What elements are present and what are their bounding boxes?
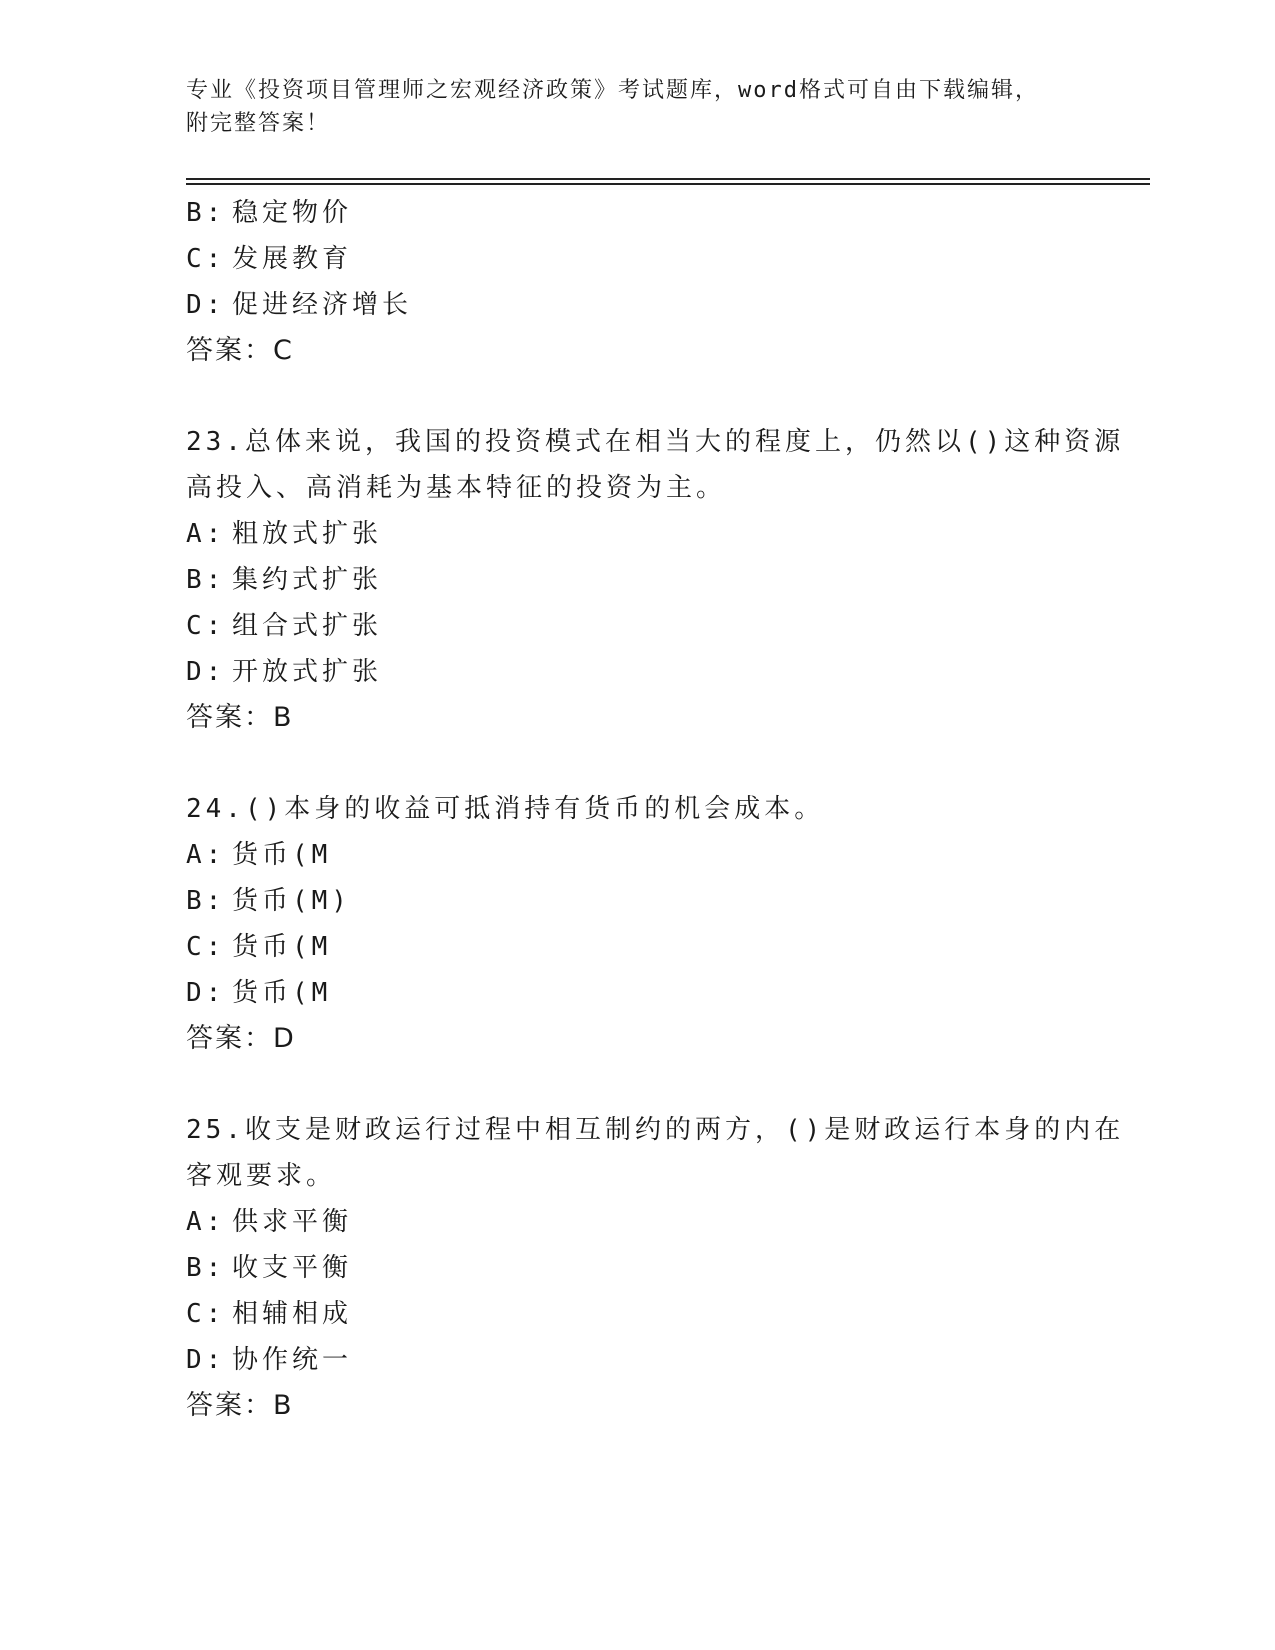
option-letter: B: bbox=[186, 886, 226, 916]
option-text: 促进经济增长 bbox=[232, 290, 413, 320]
option-letter: A: bbox=[186, 519, 226, 549]
option-c bbox=[186, 236, 1086, 282]
option-text: 货币(M bbox=[232, 840, 332, 870]
option-text: 发展教育 bbox=[232, 244, 353, 274]
option-letter: C: bbox=[186, 932, 226, 962]
option-b bbox=[186, 557, 1086, 603]
header-line-1: 专业《投资项目管理师之宏观经济政策》考试题库，word格式可自由下载编辑， bbox=[186, 78, 1039, 103]
question-block-23 bbox=[186, 419, 1125, 741]
spacer bbox=[186, 374, 1086, 419]
option-text: 供求平衡 bbox=[232, 1207, 353, 1237]
option-letter: A: bbox=[186, 840, 226, 870]
option-a bbox=[186, 1199, 1086, 1245]
option-c bbox=[186, 1291, 1086, 1337]
question-text-line: 24.()本身的收益可抵消持有货币的机会成本。 bbox=[186, 794, 825, 824]
option-letter: B: bbox=[186, 1253, 226, 1283]
option-text: 收支平衡 bbox=[232, 1253, 353, 1283]
option-letter: B: bbox=[186, 565, 226, 595]
option-text: 稳定物价 bbox=[232, 198, 353, 228]
option-b bbox=[186, 1245, 1086, 1291]
option-text: 开放式扩张 bbox=[232, 657, 383, 687]
option-text: 货币(M bbox=[232, 932, 332, 962]
question-text-line: 25.收支是财政运行过程中相互制约的两方，()是财政运行本身的内在 bbox=[186, 1115, 1125, 1145]
option-b bbox=[186, 878, 1086, 924]
option-text: 货币(M bbox=[232, 978, 332, 1008]
option-text: 相辅相成 bbox=[232, 1299, 353, 1329]
answer-line: 答案：B bbox=[186, 1390, 294, 1421]
option-text: 协作统一 bbox=[232, 1345, 353, 1375]
question-text-line: 客观要求。 bbox=[186, 1161, 337, 1191]
option-letter: C: bbox=[186, 244, 226, 274]
option-letter: D: bbox=[186, 978, 226, 1008]
header-divider-bottom bbox=[186, 183, 1150, 185]
option-letter: D: bbox=[186, 657, 226, 687]
option-d bbox=[186, 649, 1086, 695]
question-block-25 bbox=[186, 1107, 1125, 1429]
option-b bbox=[186, 190, 1086, 236]
option-letter: D: bbox=[186, 1345, 226, 1375]
option-letter: B: bbox=[186, 198, 226, 228]
header-divider-top bbox=[186, 178, 1150, 180]
option-a bbox=[186, 832, 1086, 878]
spacer bbox=[186, 741, 1086, 786]
question-block-24 bbox=[186, 786, 1086, 1062]
spacer bbox=[186, 1062, 1086, 1107]
answer-line: 答案：B bbox=[186, 702, 294, 733]
option-c bbox=[186, 924, 1086, 970]
option-d bbox=[186, 970, 1086, 1016]
question-text-line: 高投入、高消耗为基本特征的投资为主。 bbox=[186, 473, 727, 503]
option-letter: A: bbox=[186, 1207, 226, 1237]
question-list bbox=[186, 190, 1125, 1429]
question-block-22 bbox=[186, 190, 1086, 374]
document-header bbox=[186, 74, 1086, 140]
answer-line: 答案：C bbox=[186, 335, 294, 366]
option-text: 组合式扩张 bbox=[232, 611, 383, 641]
option-d bbox=[186, 282, 1086, 328]
header-line-2: 附完整答案！ bbox=[186, 111, 331, 136]
option-letter: D: bbox=[186, 290, 226, 320]
option-a bbox=[186, 511, 1086, 557]
option-text: 集约式扩张 bbox=[232, 565, 383, 595]
option-d bbox=[186, 1337, 1086, 1383]
option-c bbox=[186, 603, 1086, 649]
option-letter: C: bbox=[186, 1299, 226, 1329]
option-letter: C: bbox=[186, 611, 226, 641]
answer-line: 答案：D bbox=[186, 1023, 296, 1054]
option-text: 粗放式扩张 bbox=[232, 519, 383, 549]
question-text-line: 23.总体来说，我国的投资模式在相当大的程度上，仍然以()这种资源 bbox=[186, 427, 1125, 457]
option-text: 货币(M) bbox=[232, 886, 351, 916]
